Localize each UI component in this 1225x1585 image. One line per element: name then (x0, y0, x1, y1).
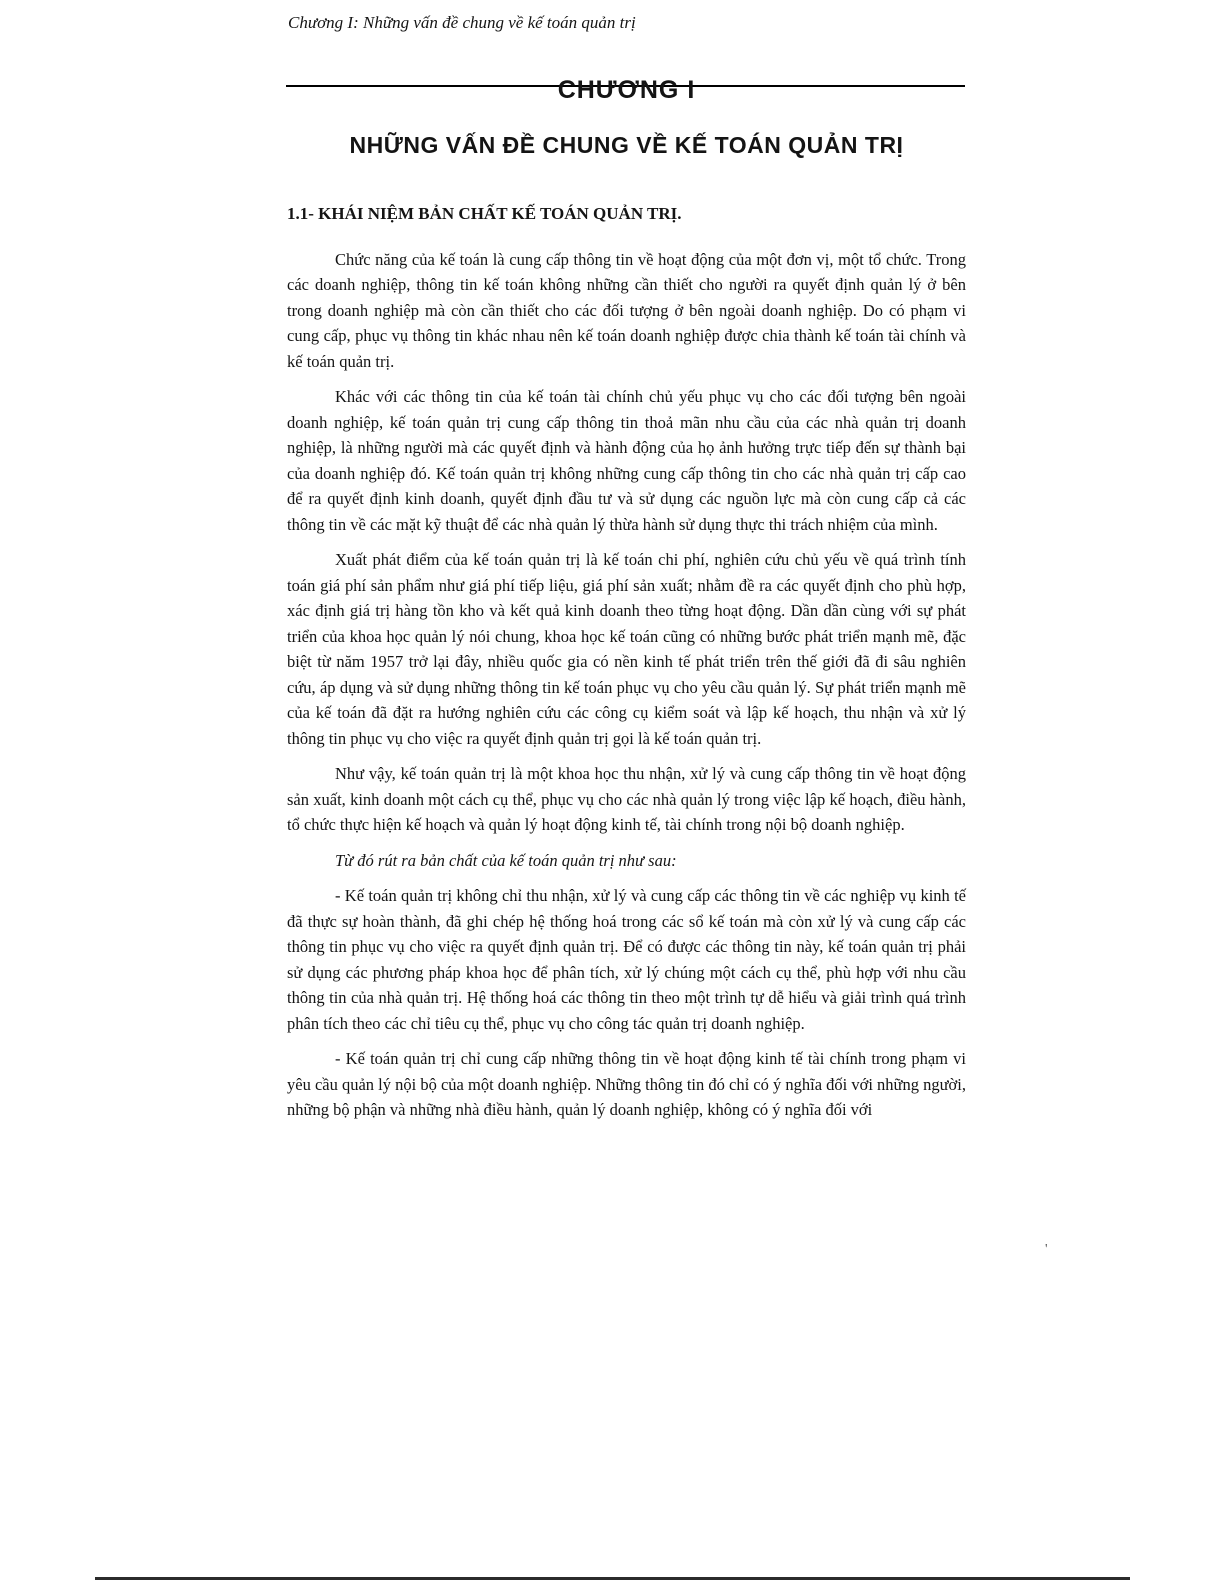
chapter-label: CHƯƠNG I (557, 76, 696, 104)
body-content (287, 201, 966, 1133)
paragraph: Xuất phát điểm của kế toán quản trị là kế toán chi phí, nghiên cứu chủ yếu về quá trình tính toán giá phí sản phẩm như giá phí tiếp liệu, giá phí sản xuất; nhằm đề ra các quyết định cho phù hợp, xác định giá trị hàng tồn kho và kết quả kinh doanh theo từng hoạt động. Dần dần cùng với sự phát triển của khoa học quản lý nói chung, khoa học kế toán cũng có những bước phát triển mạnh mẽ, đặc biệt từ năm 1957 trở lại đây, nhiều quốc gia có nền kinh tế phát triển trên thế giới đã đi sâu nghiên cứu, áp dụng và sử dụng những thông tin kế toán phục vụ cho yêu cầu quản lý. Sự phát triển mạnh mẽ của kế toán đã đặt ra hướng nghiên cứu các công cụ kiểm soát và lập kế hoạch, thu nhận và xử lý thông tin phục vụ cho việc ra quyết định quản trị gọi là kế toán quản trị. (287, 550, 966, 748)
section-heading: 1.1- KHÁI NIỆM BẢN CHẤT KẾ TOÁN QUẢN TRỊ. (287, 204, 682, 223)
stray-scan-mark: ' (1045, 1242, 1048, 1257)
paragraph: Như vậy, kế toán quản trị là một khoa học thu nhận, xử lý và cung cấp thông tin về hoạt động sản xuất, kinh doanh một cách cụ thể, phục vụ cho các nhà quản lý trong việc lập kế hoạch, điều hành, tổ chức thực hiện kế hoạch và quản lý hoạt động kinh tế, tài chính trong nội bộ doanh nghiệp. (287, 764, 966, 834)
lead-in-sentence: Từ đó rút ra bản chất của kế toán quản trị như sau: (335, 850, 677, 870)
bottom-rule-divider (95, 1577, 1130, 1580)
chapter-title: NHỮNG VẤN ĐỀ CHUNG VỀ KẾ TOÁN QUẢN TRỊ (349, 132, 904, 158)
bullet-paragraph: - Kế toán quản trị không chỉ thu nhận, xử lý và cung cấp các thông tin về các nghiệp vụ kinh tế đã thực sự hoàn thành, đã ghi chép hệ thống hoá trong các sổ kế toán mà còn xử lý và cung cấp các thông tin phục vụ cho việc ra quyết định quản trị. Để có được các thông tin này, kế toán quản trị phải sử dụng các phương pháp khoa học để phân tích, xử lý chúng một cách cụ thể, phù hợp với nhu cầu thông tin của nhà quản trị. Hệ thống hoá các thông tin theo một trình tự dễ hiểu và giải trình quá trình phân tích theo các chỉ tiêu cụ thể, phục vụ cho công tác quản trị doanh nghiệp. (287, 886, 966, 1033)
paragraph: Chức năng của kế toán là cung cấp thông tin về hoạt động của một đơn vị, một tổ chức. Trong các doanh nghiệp, thông tin kế toán không những cần thiết cho người ra quyết định quản lý ở bên trong doanh nghiệp mà còn cần thiết cho các đối tượng ở bên ngoài doanh nghiệp. Do có phạm vi cung cấp, phục vụ thông tin khác nhau nên kế toán doanh nghiệp được chia thành kế toán tài chính và kế toán quản trị. (287, 249, 966, 371)
bullet-paragraph: - Kế toán quản trị chỉ cung cấp những thông tin về hoạt động kinh tế tài chính trong phạm vi yêu cầu quản lý nội bộ của một doanh nghiệp. Những thông tin đó chỉ có ý nghĩa đối với những người, những bộ phận và những nhà điều hành, quản lý doanh nghiệp, không có ý nghĩa đối với (287, 1049, 966, 1119)
paragraph: Khác với các thông tin của kế toán tài chính chủ yếu phục vụ cho các đối tượng bên ngoài doanh nghiệp, kế toán quản trị cung cấp thông tin thoả mãn nhu cầu của các nhà quản trị doanh nghiệp, là những người mà các quyết định và hành động của họ ảnh hưởng trực tiếp đến sự thành bại của doanh nghiệp đó. Kế toán quản trị không những cung cấp thông tin cho các nhà quản trị cấp cao để ra quyết định kinh doanh, quyết định đầu tư và sử dụng các nguồn lực mà còn cung cấp cả các thông tin về các mặt kỹ thuật để các nhà quản lý thừa hành sử dụng thực thi trách nhiệm của mình. (287, 387, 966, 534)
running-header: Chương I: Những vấn đề chung về kế toán quản trị (288, 13, 636, 32)
